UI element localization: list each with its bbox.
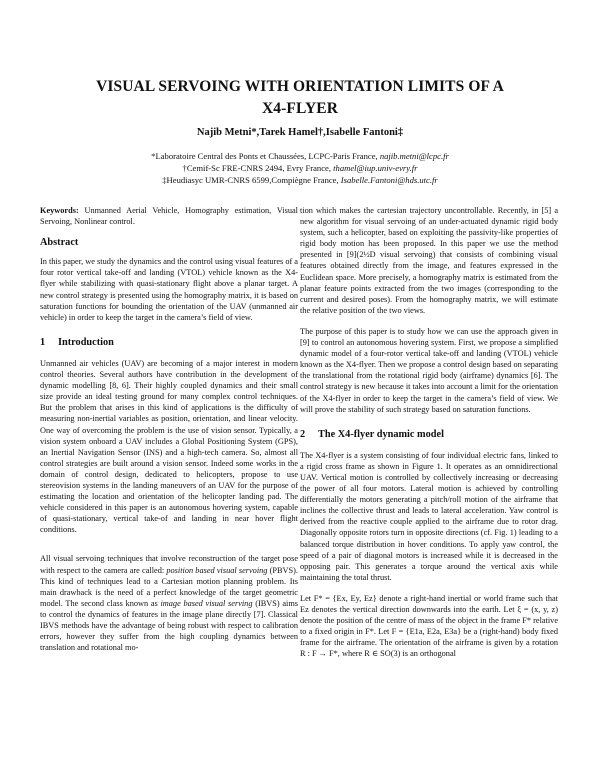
section-number: 1 — [40, 336, 46, 348]
intro-paragraph-3: tion which makes the cartesian trajectory uncontrollable. Recently, in [5] a new algorithm for visual servoing of an under-actuated dynamic rigid body system, such a helicopter, based on exploiting the passivity-like properties of rigid body motion has been proposed. In this paper we use the method presented in [9](2½D visual servoing) that consists of combining visual features obtained directly from the image, and features expressed in the Euclidean space. More precisely, a homography matrix is estimated from the planar feature points extracted from the two images (corresponding to the current and desired poses). From the homography matrix, we will estimate the relative position of the two views. — [300, 206, 558, 315]
text-run: All visual servoing techniques that involve reconstruction of the target pose with respect to the camera are called: — [40, 554, 298, 575]
text-run: (PBVS). This kind of techniques lead to a Cartesian motion planning problem. Its main drawback is the need of a perfect knowledge of the target geometric model. The second class known as — [40, 565, 298, 608]
section-number: 2 — [300, 428, 306, 440]
left-column — [40, 205, 298, 653]
affiliation-email: najib.metni@lcpc.fr — [379, 151, 449, 161]
abstract-text: In this paper, we study the dynamics and the control using visual features of a four rotor vertical take-off and landing (VTOL) vehicle known as the X4-flyer while stabilizing with quasi-stationary flight above a planar target. A new control strategy is presented using the homography matrix, it is based on saturation functions for bounding the orientation of the UAV (unmanned air vehicle) in order to keep the target in the camera’s field of view. — [40, 257, 298, 322]
abstract-heading: Abstract — [40, 237, 79, 249]
section-title: Introduction — [58, 336, 114, 348]
keywords — [40, 205, 298, 227]
keywords-label: Keywords: — [40, 206, 79, 215]
section-title: The X4-flyer dynamic model — [318, 428, 444, 440]
affiliation-text: *Laboratoire Central des Ponts et Chaussées, LCPC-Paris France, — [151, 151, 378, 161]
affiliation-email: Isabelle.Fantoni@hds.utc.fr — [340, 175, 438, 185]
intro-paragraph-4: The purpose of this paper is to study how we can use the approach given in [9] to control an autonomous hovering system. First, we propose a simplified dynamic model of a four-rotor vertical take-off and landing (VTOL) vehicle known as the X4-flyer. Then we propose a control design based on separating the translational from the rotational rigid body (airframe) dynamics [6]. The control strategy is new because it takes into account a limit for the orientation of the X4-flyer in order to keep the target in the camera’s field of view. We will prove the stability of such strategy based on saturation functions. — [300, 326, 558, 414]
affiliation-text: †Cemif-Sc FRE-CNRS 2494, Evry France, — [182, 163, 332, 173]
section-1-heading — [40, 337, 298, 348]
affiliations — [60, 150, 540, 186]
affiliation-2 — [60, 162, 540, 174]
right-column — [300, 205, 558, 659]
section-2-heading — [300, 429, 558, 440]
author-list: Najib Metni*,Tarek Hamel†,Isabelle Fantoni‡ — [196, 127, 404, 138]
dynamics-paragraph-1: The X4-flyer is a system consisting of four individual electric fans, linked to a rigid cross frame as shown in Figure 1. It operates as an omnidirectional UAV. Vertical motion is controlled by collectively increasing or decreasing the power of all four motors. Lateral motion is achieved by controlling differentially the motors generating a pitch/roll motion of the airframe that inclines the collective thrust and leads to lateral acceleration. Yaw control is derived from the reactive couple applied to the airframe due to rotor drag. Diagonally opposite rotors turn in opposite directions (cf. Fig. 1) leading to a balanced torque distribution in hover conditions. To apply yaw control, the speed of a pair of diagonal motors is increased while it is decreased in the opposing pair. This generates a torque around the vertical axis while maintaining the total thrust. — [300, 450, 558, 582]
affiliation-1 — [60, 150, 540, 162]
dynamics-paragraph-2: Let F* = {Ex, Ey, Ez} denote a right-hand inertial or world frame such that Ez denotes the vertical direction downwards into the earth. Let ξ = (x, y, z) denote the position of the centre of mass of the object in the frame F* relative to a fixed origin in F*. Let F = {E1a, E2a, E3a} be a (right-hand) body fixed frame for the airframe. The orientation of the airframe is given by a rotation R : F → F*, where R ∈ SO(3) is an orthogonal — [300, 593, 558, 659]
paper-title — [40, 76, 560, 120]
title-line-1: VISUAL SERVOING WITH ORIENTATION LIMITS OF A — [96, 78, 504, 95]
affiliation-email: thamel@iup.univ-evry.fr — [333, 163, 418, 173]
intro-paragraph-2 — [40, 553, 298, 653]
intro-paragraph-1: Unmanned air vehicles (UAV) are becoming of a major interest in modern control theories. Several authors have contribution in the development of dynamic modelling [8, 6]. Their highly coupled dynamics and their small size provide an ideal testing ground for many complex control techniques. But the problem that arises in this kind of applications is the difficulty of measuring non-inertial variables as position, orientation, and linear velocity. One way of overcoming the problem is the use of vision sensor. Typically, a vision system onboard a UAV includes a Global Positioning System (GPS), an Inertial Navigation Sensor (INS) and a high-tech camera. So, almost all control strategies are built around a vision sensor. Indeed some works in the domain of control design, dedicated to helicopters, propose to use stereovision systems in the landing maneuvers of an UAV for the purpose of estimating the location and orientation of the helicopter landing pad. The vehicle considered in this paper is an autonomous hovering system, capable of quasi-stationary, vertical take-of and landing in near hover flight conditions. — [40, 358, 298, 535]
affiliation-3 — [60, 174, 540, 186]
keywords-text: Unmanned Aerial Vehicle, Homography estimation, Visual Servoing, Nonlinear control. — [40, 206, 298, 227]
affiliation-text: ‡Heudiasyc UMR-CNRS 6599,Compiègne France, — [162, 175, 339, 185]
italic-term: image based visual serving — [160, 598, 253, 608]
italic-term: position based visual servoing — [166, 565, 268, 575]
title-line-2: X4-FLYER — [261, 100, 338, 117]
text-run: (IBVS) aims to control the dynamics of features in the image plane directly [7]. Classical IBVS methods have the advantage of being robust with respect to calibration errors, however they suffer from the high coupling dynamics between translation and rotational mo- — [40, 598, 298, 653]
